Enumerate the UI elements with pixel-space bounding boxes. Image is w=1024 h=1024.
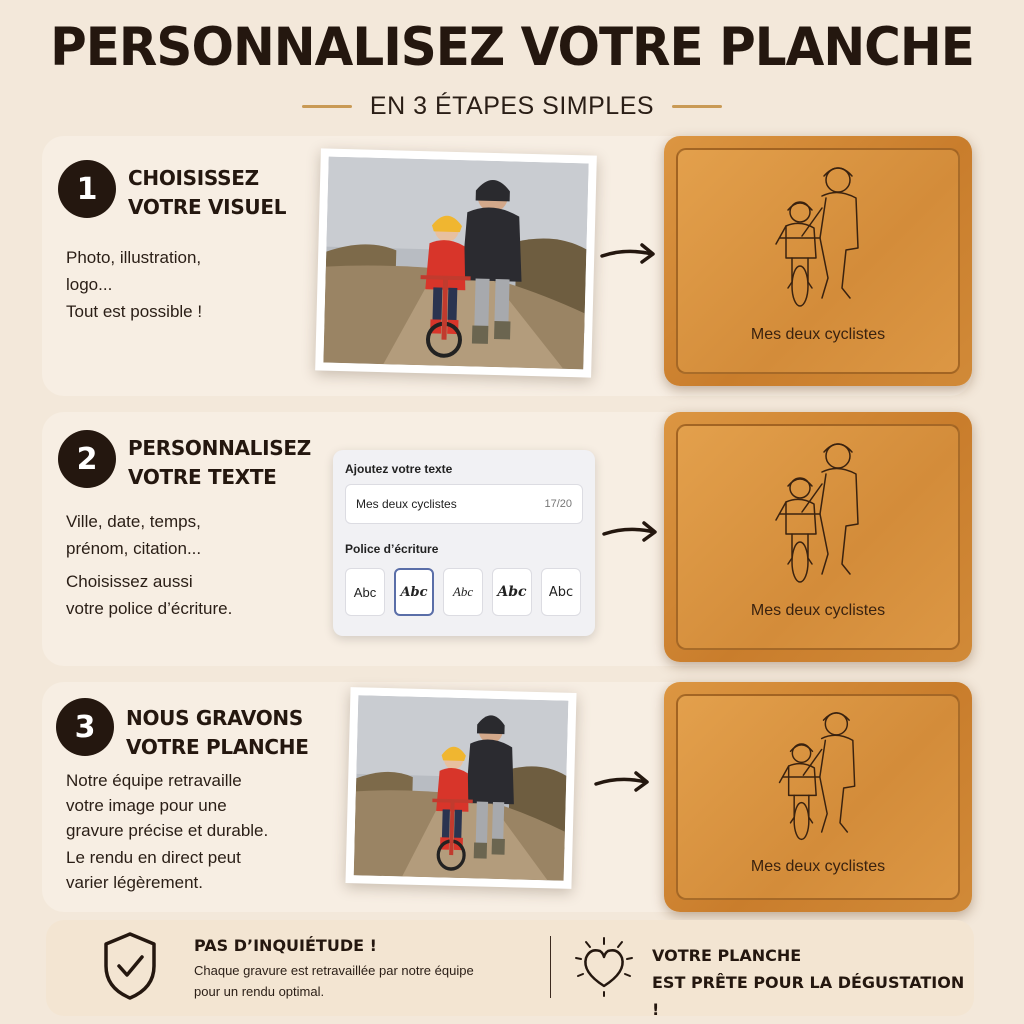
font-options <box>345 568 581 616</box>
font-option-3[interactable]: Abc <box>443 568 483 616</box>
step-2-title <box>128 434 311 492</box>
step-2-title-line: PERSONNALISEZ <box>128 436 311 460</box>
page-subtitle: EN 3 ÉTAPES SIMPLES <box>369 92 655 120</box>
char-count: 17/20 <box>544 498 572 510</box>
board-preview-2 <box>664 412 972 662</box>
step-1-title <box>128 164 286 222</box>
step-3-description <box>66 768 268 895</box>
step-3-desc-line: varier légèrement. <box>66 873 204 892</box>
footer-divider <box>550 936 551 998</box>
ready-title-line: EST PRÊTE POUR LA DÉGUSTATION ! <box>652 973 965 1019</box>
step-1-description <box>66 244 202 325</box>
step-3-title-line: NOUS GRAVONS <box>126 706 303 730</box>
heart-sparkle-icon <box>572 934 636 998</box>
step-3-number: 3 <box>56 698 114 756</box>
step-3-desc-line: votre image pour une <box>66 796 227 815</box>
step-3-desc-line: Le rendu en direct peut <box>66 848 241 867</box>
step-2-desc-line: Ville, date, temps, <box>66 512 201 531</box>
ready-title-line: VOTRE PLANCHE <box>652 946 802 965</box>
font-option-5[interactable]: Abc <box>541 568 581 616</box>
font-option-1[interactable]: Abc <box>345 568 385 616</box>
shield-check-icon <box>100 930 160 1002</box>
subtitle-line-right <box>672 105 722 108</box>
custom-text-input[interactable] <box>345 484 583 524</box>
reassurance-footer <box>46 920 974 1019</box>
board-preview-1 <box>664 136 972 386</box>
engraved-drawing <box>763 702 873 852</box>
custom-text-value: Mes deux cyclistes <box>356 497 457 511</box>
arrow-right-icon <box>602 518 660 544</box>
subtitle-row <box>0 92 1024 121</box>
text-customizer-card <box>333 450 595 636</box>
step-1-desc-line: Photo, illustration, <box>66 248 202 267</box>
photo-father-child-bike <box>354 695 569 880</box>
reassurance-text <box>194 960 474 1002</box>
step-1-title-line: VOTRE VISUEL <box>128 195 287 219</box>
reassurance-title: PAS D’INQUIÉTUDE ! <box>194 936 377 955</box>
font-option-4[interactable]: Abc <box>492 568 532 616</box>
step-2-desc-line: votre police d’écriture. <box>66 599 233 618</box>
arrow-right-icon <box>600 240 658 266</box>
subtitle-line-left <box>302 105 352 108</box>
step-2-desc-line: Choisissez aussi <box>66 572 193 591</box>
engraved-drawing <box>758 158 878 318</box>
page-title: PERSONNALISEZ VOTRE PLANCHE <box>50 16 974 78</box>
font-label: Police d’écriture <box>345 542 439 556</box>
arrow-right-icon <box>594 768 652 794</box>
step-3-title-line: VOTRE PLANCHE <box>126 735 309 759</box>
text-field-label: Ajoutez votre texte <box>345 462 453 476</box>
step-1-title-line: CHOISISSEZ <box>128 166 259 190</box>
step-3-title <box>126 704 309 762</box>
step-1-desc-line: Tout est possible ! <box>66 302 203 321</box>
engraved-drawing <box>758 434 878 594</box>
photo-father-child-bike <box>323 157 588 370</box>
board-preview-3 <box>664 682 972 912</box>
step-3-desc-line: gravure précise et durable. <box>66 821 269 840</box>
step-1-desc-line: logo... <box>66 275 113 294</box>
board-caption: Mes deux cyclistes <box>750 602 886 619</box>
font-option-2-selected[interactable]: Abc <box>394 568 434 616</box>
step-3-photo <box>345 687 576 889</box>
step-1-number: 1 <box>58 160 116 218</box>
step-2-number: 2 <box>58 430 116 488</box>
step-2-title-line: VOTRE TEXTE <box>128 465 277 489</box>
reassurance-text-line: pour un rendu optimal. <box>194 984 325 999</box>
step-2-description <box>66 508 232 622</box>
step-3-desc-line: Notre équipe retravaille <box>66 771 242 790</box>
board-caption: Mes deux cyclistes <box>750 326 886 343</box>
ready-title <box>652 942 974 1023</box>
step-2-desc-line: prénom, citation... <box>66 539 202 558</box>
step-1-photo <box>315 148 597 377</box>
reassurance-text-line: Chaque gravure est retravaillée par notre équipe <box>194 963 474 978</box>
board-caption: Mes deux cyclistes <box>750 858 886 875</box>
